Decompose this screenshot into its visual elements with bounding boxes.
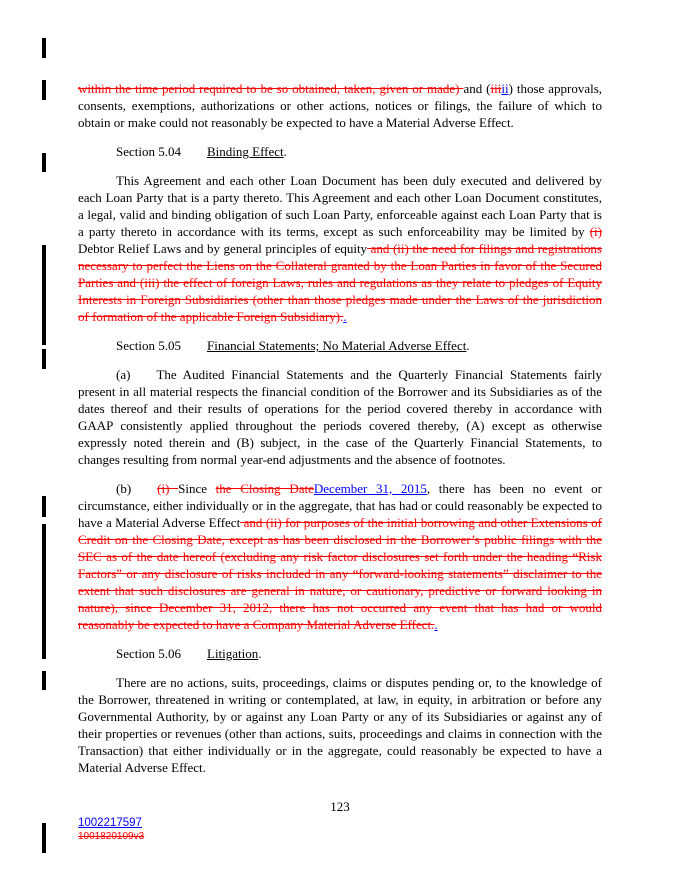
text-run-del: within the time period required to be so obtained, taken, given or made) [78, 81, 464, 96]
text-run-normal: Section 5.04 [116, 144, 181, 159]
text-run-del: iii [490, 81, 502, 96]
text-run-title: Litigation [207, 646, 259, 661]
doc-id-old-deleted: 1001820109v3 [78, 831, 145, 842]
text-run-del: (i) [157, 481, 179, 496]
document-id-block [78, 817, 144, 843]
change-bar [42, 80, 46, 100]
text-run-normal: This Agreement and each other Loan Document has been duly executed and delivered by each Loan Party that is a party thereto. This Agreement and each other Loan Document constitutes, a legal, valid and binding obligation of such Loan Party, enforceable against each Loan Party that is a party thereto in accordance with its terms, except as such enforceability may be limited by [78, 173, 602, 239]
section-5-04-body [78, 172, 602, 325]
change-bar [42, 671, 46, 690]
text-run-normal: and ( [463, 81, 491, 96]
document-content [78, 80, 602, 788]
text-run-normal: The Audited Financial Statements and the Quarterly Financial Statements fairly present in all material respects the financial condition of the Borrower and its Subsidiaries as of the dates thereof and their results of operations for the period covered thereby in accordance with GAAP consistently applied throughout the periods covered thereby, (A) except as otherwise expressly noted therein and (B) subject, in the case of the Quarterly Financial Statements, to changes resulting from normal year-end adjustments and the absence of footnotes. [78, 367, 602, 467]
section-5-06-heading [78, 645, 602, 662]
continuation-paragraph [78, 80, 602, 131]
change-bar [42, 496, 46, 517]
section-5-06-body [78, 674, 602, 776]
change-bar [42, 38, 46, 58]
text-run-del: and (ii) for purposes of the initial borrowing and other Extensions of Credit on the Closing Date, except as has been disclosed in the Borrower’s public filings with the SEC as of the date hereof (excluding any risk factor disclosures set forth under the heading “Risk Factors” or any disclosure of risks included in any “forward-looking statements” disclaimer to the extent that such disclosures are general in nature, or cautionary, predictive or forward looking in nature), since December 31, 2012, there has not occurred any event that has had or would reasonably be expected to have a Company Material Adverse Effect. [78, 515, 602, 632]
text-run-del: and (ii) the need for filings and registrations necessary to perfect the Liens on the Collateral granted by the Loan Parties in favor of the Secured Parties and (iii) the effect of foreign Laws, rules and regulations as they relate to pledges of Equity Interests in Foreign Subsidiaries (other than those pledges made under the Laws of the jurisdiction of formation of the applicable Foreign Subsidiary). [78, 241, 602, 324]
text-run-normal: , there has been no event or circumstance, either individually or in the aggregate, that has had or could reasonably be expected to have a Material Adverse Effect [78, 481, 602, 530]
doc-id-link[interactable]: 1002217597 [78, 817, 142, 829]
text-run-normal: Section 5.05 [116, 338, 181, 353]
text-run-normal: ) those approvals, consents, exemptions, authorizations or other actions, notices or filings, the failure of which to obtain or make could not reasonably be expected to have a Material Adverse Effect. [78, 81, 603, 130]
text-run-del: (i) [589, 224, 602, 239]
text-run-ins: . [434, 617, 438, 632]
page-number: 123 [330, 799, 350, 814]
text-run-ins: December 31, 2015 [313, 481, 427, 496]
text-run-del: the Closing Date [215, 481, 314, 496]
text-run-normal: (b) [116, 481, 132, 496]
text-run-normal: (a) [116, 367, 131, 382]
change-bar [42, 823, 46, 853]
change-bar [42, 349, 46, 369]
section-5-04-heading [78, 143, 602, 160]
text-run-normal: There are no actions, suits, proceedings, claims or disputes pending or, to the knowledge of the Borrower, threatened in writing or contemplated, at law, in equity, in arbitration or before any Governmental Authority, by or against any Loan Party or any of its Subsidiaries or against any of their properties or revenues (other than actions, suits, proceedings and claims in connection with the Transaction) that either individually or in the aggregate, could reasonably be expected to have a Material Adverse Effect. [78, 675, 602, 775]
text-run-normal: . [283, 144, 287, 159]
text-run-normal: Since [178, 481, 216, 496]
change-bar [42, 245, 46, 345]
change-bar [42, 153, 46, 172]
section-5-05-heading [78, 337, 602, 354]
text-run-ins: . [343, 309, 347, 324]
text-run-title: Binding Effect [207, 144, 284, 159]
change-bar [42, 524, 46, 659]
text-run-normal: Debtor Relief Laws and by general principles of equity [78, 241, 368, 256]
section-5-05-paragraph-b [78, 480, 602, 633]
text-run-title: Financial Statements; No Material Adverse Effect [207, 338, 467, 353]
text-run-ins: ii [501, 81, 509, 96]
section-5-05-paragraph-a [78, 366, 602, 468]
text-run-normal: . [258, 646, 262, 661]
text-run-normal: Section 5.06 [116, 646, 181, 661]
text-run-normal: . [466, 338, 470, 353]
